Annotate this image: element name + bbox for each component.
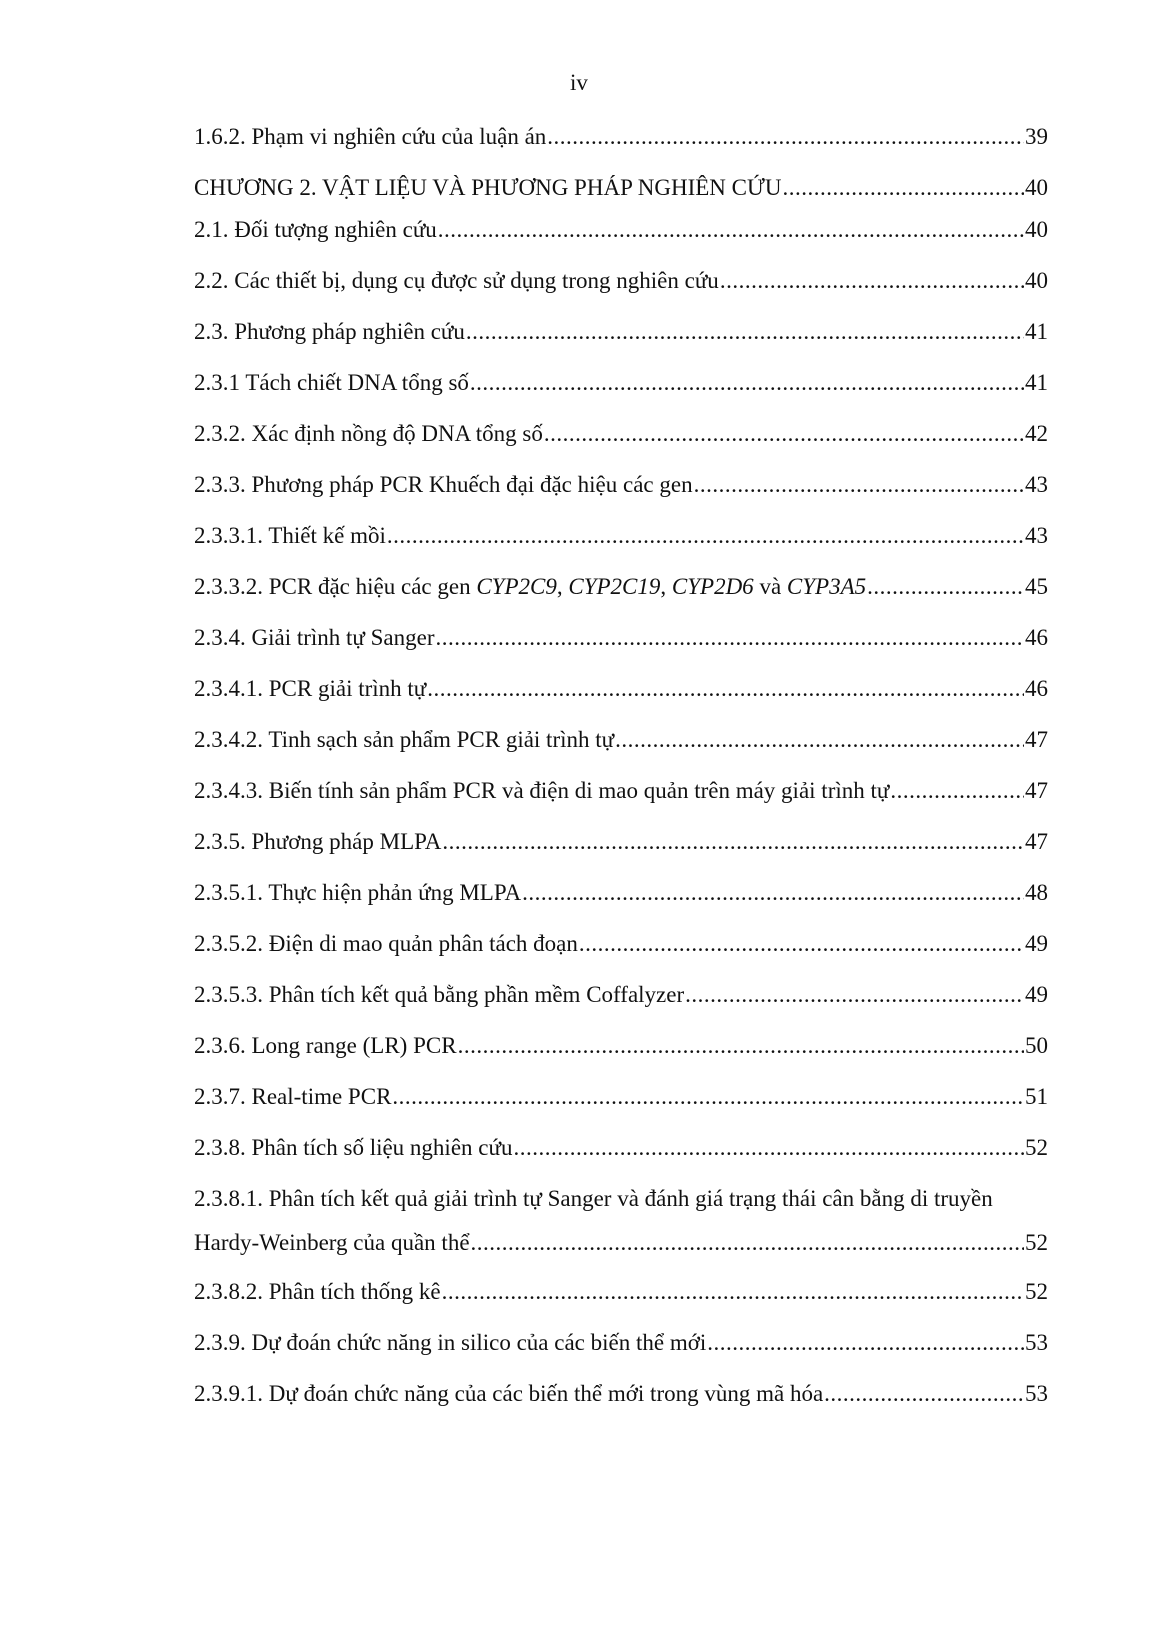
- toc-leader-dots: [470, 369, 1024, 397]
- gene-name: CYP2C19: [568, 574, 661, 599]
- toc-entry-title: 2.2. Các thiết bị, dụng cụ được sử dụng trong nghiên cứu: [194, 268, 719, 293]
- toc-entry[interactable]: [194, 777, 1048, 805]
- toc-leader-dots: [824, 1380, 1024, 1408]
- toc-entry-title: 2.3.5. Phương pháp MLPA: [194, 829, 442, 854]
- toc-leader-dots: [579, 930, 1024, 958]
- toc-entry-title: 2.3.5.1. Thực hiện phản ứng MLPA: [194, 880, 522, 905]
- toc-leader-dots: [458, 1032, 1024, 1060]
- page-number: iv: [570, 70, 588, 95]
- toc-entry-title: 2.3.9.1. Dự đoán chức năng của các biến thể mới trong vùng mã hóa: [194, 1381, 824, 1406]
- toc-entry-page: 39: [1025, 124, 1048, 149]
- toc-entry-page: 48: [1025, 880, 1048, 905]
- toc-leader-dots: [438, 216, 1024, 244]
- toc-entry-page: 40: [1025, 268, 1048, 293]
- toc-leader-dots: [387, 522, 1024, 550]
- toc-entry-title: 2.3.5.2. Điện di mao quản phân tách đoạn: [194, 931, 578, 956]
- toc-entry-page: 53: [1025, 1381, 1048, 1406]
- toc-entry-title: 1.6.2. Phạm vi nghiên cứu của luận án: [194, 124, 547, 149]
- toc-leader-dots: [782, 174, 1024, 202]
- toc-entry[interactable]: [194, 981, 1048, 1009]
- toc-entry-title: 2.3.5.3. Phân tích kết quả bằng phần mềm Coffalyzer: [194, 982, 685, 1007]
- toc-entry-page: 50: [1025, 1033, 1048, 1058]
- toc-entry[interactable]: [194, 930, 1048, 958]
- toc-leader-dots: [544, 420, 1024, 448]
- toc-entry-page: 49: [1025, 931, 1048, 956]
- gene-name: CYP3A5: [786, 574, 867, 599]
- toc-entry-page: 45: [1025, 574, 1048, 599]
- toc-leader-dots: [522, 879, 1024, 907]
- toc-leader-dots: [890, 777, 1024, 805]
- toc-entry-title: 2.3.4.1. PCR giải trình tự: [194, 676, 427, 701]
- toc-leader-dots: [513, 1134, 1024, 1162]
- toc-entry[interactable]: [194, 369, 1048, 397]
- toc-entry-page: 51: [1025, 1084, 1048, 1109]
- toc-entry-title: 2.3. Phương pháp nghiên cứu: [194, 319, 465, 344]
- toc-leader-dots: [707, 1329, 1024, 1357]
- toc-entry-page: 52: [1025, 1230, 1048, 1255]
- separator: ,: [660, 574, 672, 599]
- toc-entry[interactable]: [194, 471, 1048, 499]
- toc-entry-page: 41: [1025, 319, 1048, 344]
- toc-entry-page: 43: [1025, 523, 1048, 548]
- gene-name: CYP2C9: [476, 574, 557, 599]
- toc-entry[interactable]: [194, 675, 1048, 703]
- toc-entry[interactable]: [194, 1278, 1048, 1306]
- toc-entry-page: 41: [1025, 370, 1048, 395]
- toc-entry-page: 46: [1025, 625, 1048, 650]
- toc-entry[interactable]: [194, 174, 1048, 202]
- toc-entry[interactable]: [194, 624, 1048, 652]
- toc-entry-title: 2.3.7. Real-time PCR: [194, 1084, 392, 1109]
- toc-entry-title: 2.3.8.1. Phân tích kết quả giải trình tự Sanger và đánh giá trạng thái cân bằng di truyền: [194, 1186, 993, 1211]
- separator: và: [753, 574, 787, 599]
- toc-leader-dots: [615, 726, 1024, 754]
- toc-entry-title: 2.3.6. Long range (LR) PCR: [194, 1033, 457, 1058]
- toc-entry-page: 47: [1025, 829, 1048, 854]
- toc-entry-title: 2.3.4. Giải trình tự Sanger: [194, 625, 435, 650]
- toc-leader-dots: [466, 318, 1024, 346]
- toc-entry-title: 2.3.2. Xác định nồng độ DNA tổng số: [194, 421, 543, 446]
- toc-leader-dots: [720, 267, 1024, 295]
- toc-entry[interactable]: [194, 1083, 1048, 1111]
- toc-entry[interactable]: [194, 123, 1048, 151]
- separator: ,: [556, 574, 569, 599]
- toc-entry-page: 49: [1025, 982, 1048, 1007]
- toc-entry[interactable]: [194, 1185, 1048, 1257]
- toc-entry-title: 2.3.3.1. Thiết kế mồi: [194, 523, 386, 548]
- toc-entry-page: 47: [1025, 778, 1048, 803]
- toc-leader-dots: [867, 573, 1024, 601]
- toc-entry[interactable]: [194, 318, 1048, 346]
- toc-entry-page: 53: [1025, 1330, 1048, 1355]
- toc-entry[interactable]: [194, 420, 1048, 448]
- toc-entry-title-continued: Hardy-Weinberg của quần thể: [194, 1230, 470, 1255]
- toc-entry-page: 43: [1025, 472, 1048, 497]
- toc-entry-page: 40: [1025, 175, 1048, 200]
- gene-name: CYP2D6: [671, 574, 754, 599]
- toc-entry-title: 2.3.8.2. Phân tích thống kê: [194, 1279, 441, 1304]
- toc-entry-title: 2.3.4.2. Tinh sạch sản phẩm PCR giải trình tự: [194, 727, 615, 752]
- toc-leader-dots: [442, 828, 1024, 856]
- toc-entry-title: 2.1. Đối tượng nghiên cứu: [194, 217, 437, 242]
- toc-entry[interactable]: [194, 1380, 1048, 1408]
- toc-leader-dots: [427, 675, 1024, 703]
- toc-entry-title: 2.3.8. Phân tích số liệu nghiên cứu: [194, 1135, 513, 1160]
- toc-leader-dots: [694, 471, 1024, 499]
- toc-entry[interactable]: [194, 1329, 1048, 1357]
- toc-leader-dots: [442, 1278, 1024, 1306]
- toc-entry-page: 47: [1025, 727, 1048, 752]
- toc-leader-dots: [471, 1229, 1024, 1257]
- toc-entry[interactable]: [194, 267, 1048, 295]
- toc-entry-title: 2.3.1 Tách chiết DNA tổng số: [194, 370, 469, 395]
- toc-entry-page: 52: [1025, 1279, 1048, 1304]
- toc-entry-page: 40: [1025, 217, 1048, 242]
- toc-leader-dots: [685, 981, 1024, 1009]
- toc-entry-title: 2.3.4.3. Biến tính sản phẩm PCR và điện di mao quản trên máy giải trình tự: [194, 778, 890, 803]
- toc-entry-page: 52: [1025, 1135, 1048, 1160]
- toc-title-prefix: 2.3.3.2. PCR đặc hiệu các gen: [194, 574, 477, 599]
- toc-entry[interactable]: [194, 216, 1048, 244]
- toc-leader-dots: [436, 624, 1024, 652]
- toc-entry-title: [194, 573, 866, 601]
- toc-entry[interactable]: [194, 522, 1048, 550]
- toc-entry[interactable]: [194, 1134, 1048, 1162]
- toc-entry-title: 2.3.9. Dự đoán chức năng in silico của các biến thể mới: [194, 1330, 707, 1355]
- toc-entry[interactable]: [194, 1032, 1048, 1060]
- toc-entry[interactable]: [194, 726, 1048, 754]
- toc-entry-title: 2.3.3. Phương pháp PCR Khuếch đại đặc hiệu các gen: [194, 472, 693, 497]
- toc-entry-title: CHƯƠNG 2. VẬT LIỆU VÀ PHƯƠNG PHÁP NGHIÊN CỨU: [194, 175, 782, 200]
- toc-entry[interactable]: [194, 879, 1048, 907]
- toc-entry-page: 42: [1025, 421, 1048, 446]
- toc-entry[interactable]: [194, 828, 1048, 856]
- toc-entry-page: 46: [1025, 676, 1048, 701]
- toc-entry[interactable]: [194, 573, 1048, 601]
- toc-leader-dots: [547, 123, 1024, 151]
- toc-leader-dots: [392, 1083, 1024, 1111]
